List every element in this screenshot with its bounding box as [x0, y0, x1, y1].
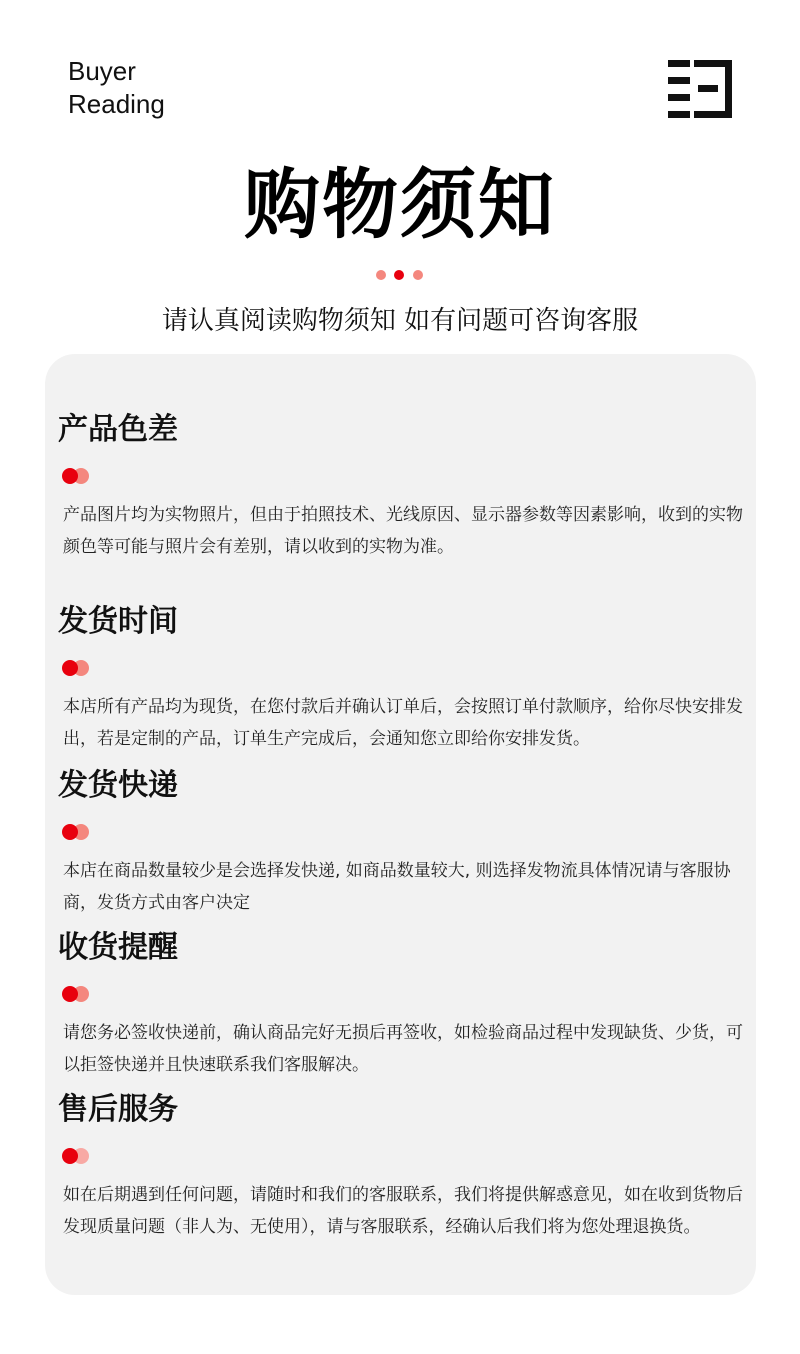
- section-receipt-reminder: [58, 930, 748, 1081]
- section-dots: [62, 986, 748, 1002]
- brand-line-1: Buyer: [68, 56, 136, 86]
- page-subtitle: 请认真阅读购物须知 如有问题可咨询客服: [161, 306, 639, 336]
- section-dot-primary: [62, 660, 78, 676]
- section-dots: [62, 1148, 748, 1164]
- brand-line-2: Reading: [68, 89, 165, 119]
- section-dots: [62, 468, 748, 484]
- section-dot-primary: [62, 986, 78, 1002]
- section-dot-primary: [62, 824, 78, 840]
- page-title: 购物须知: [244, 160, 556, 249]
- divider-dot-right: [413, 270, 423, 280]
- title-divider-dots: [376, 270, 426, 280]
- section-color-difference: [58, 412, 748, 563]
- section-after-sales: [58, 1092, 748, 1243]
- section-dot-primary: [62, 1148, 78, 1164]
- section-dot-primary: [62, 468, 78, 484]
- section-body: 如在后期遇到任何问题，请随时和我们的客服联系，我们将提供解惑意见，如在收到货物后发现质量问题（非人为、无使用），请与客服联系，经确认后我们将为您处理退换货。: [63, 1185, 743, 1237]
- section-body: 本店所有产品均为现货，在您付款后并确认订单后，会按照订单付款顺序，给你尽快安排发出，若是定制的产品，订单生产完成后，会通知您立即给你安排发货。: [63, 697, 743, 749]
- section-body: 请您务必签收快递前，确认商品完好无损后再签收，如检验商品过程中发现缺货、少货，可以拒签快递并且快速联系我们客服解决。: [63, 1023, 743, 1075]
- section-dots: [62, 660, 748, 676]
- section-dots: [62, 824, 748, 840]
- menu-brand-icon: [668, 60, 732, 118]
- section-title: 售后服务: [58, 1092, 178, 1127]
- section-title: 收货提醒: [58, 930, 178, 965]
- brand-label: [68, 55, 165, 121]
- divider-dot-center: [394, 270, 404, 280]
- section-title: 产品色差: [58, 412, 178, 447]
- section-title: 发货快递: [58, 768, 178, 803]
- section-courier: [58, 768, 748, 919]
- section-shipping-time: [58, 604, 748, 755]
- section-body: 本店在商品数量较少是会选择发快递, 如商品数量较大, 则选择发物流具体情况请与客服协商，发货方式由客户决定: [63, 861, 731, 913]
- divider-dot-left: [376, 270, 386, 280]
- section-body: 产品图片均为实物照片，但由于拍照技术、光线原因、显示器参数等因素影响，收到的实物颜色等可能与照片会有差别，请以收到的实物为准。: [63, 505, 743, 557]
- section-title: 发货时间: [58, 604, 178, 639]
